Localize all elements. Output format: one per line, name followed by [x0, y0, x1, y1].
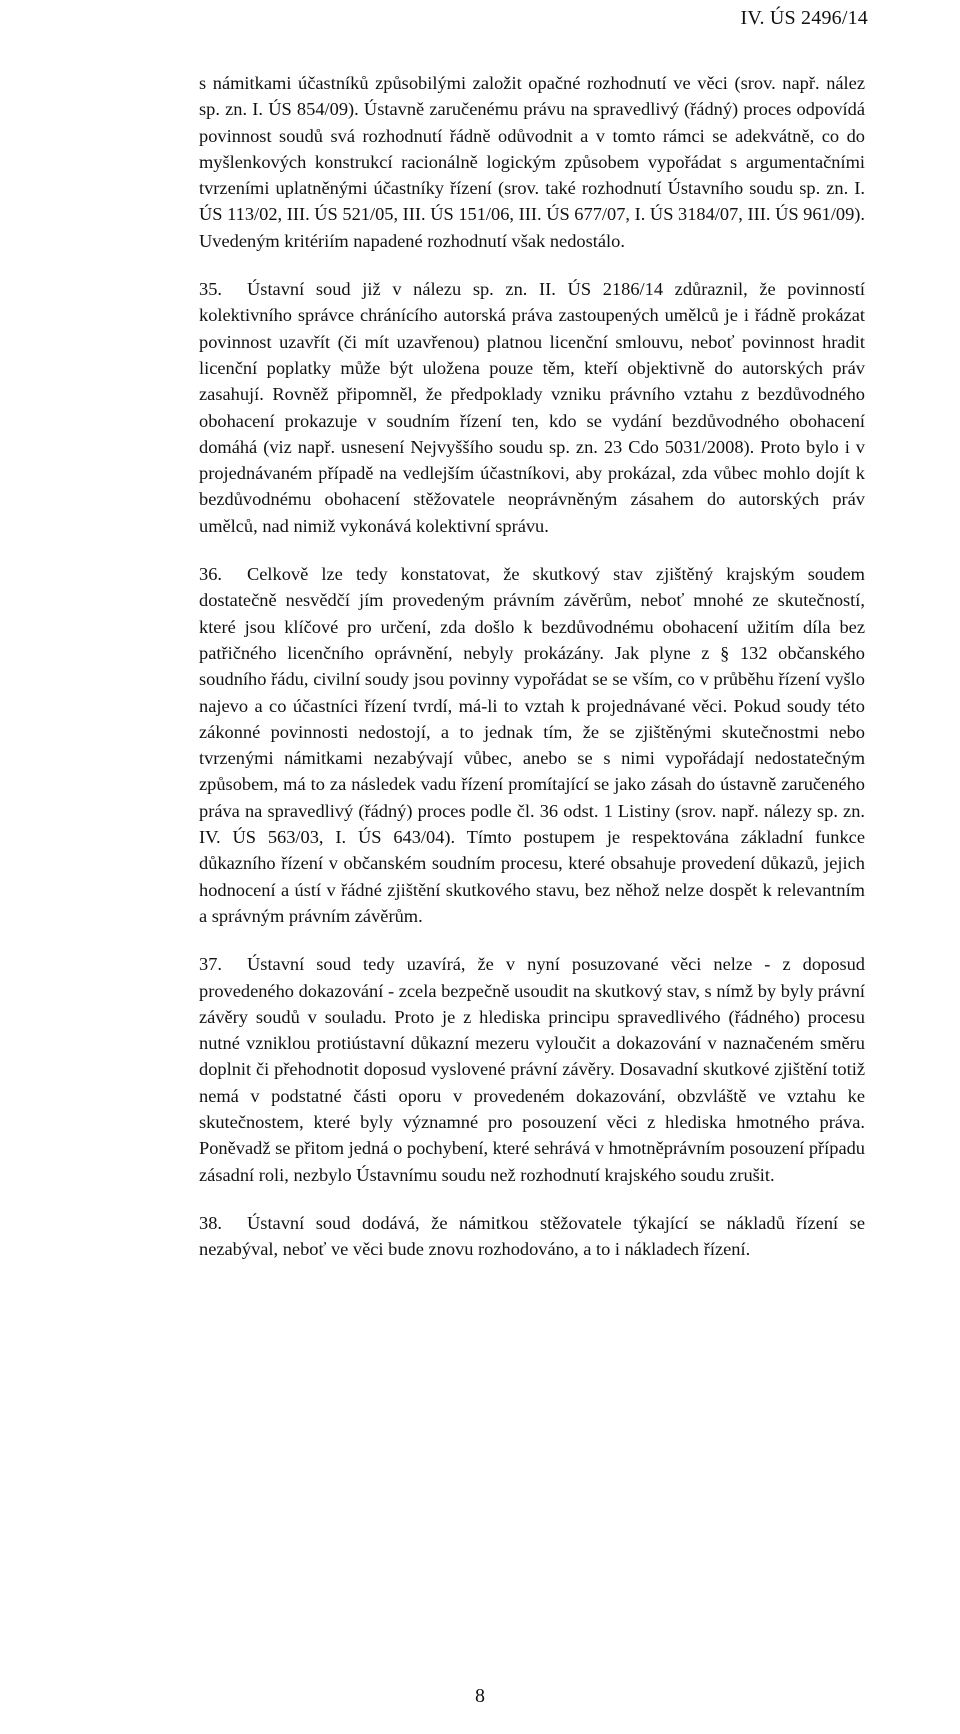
paragraph-number: 35.	[199, 279, 222, 300]
paragraph-38	[199, 1210, 865, 1263]
paragraph-36	[199, 561, 865, 929]
paragraph-text: s námitkami účastníků způsobilými založit opačné rozhodnutí ve věci (srov. např. nález sp. zn. I. ÚS 854/09). Ústavně zaručenému právu na spravedlivý (řádný) proces odpovídá povinnost soudů svá rozhodnutí řádně odůvodnit a v tomto rámci se adekvátně, co do myšlenkových konstrukcí racionálně logickým způsobem vypořádat s argumentačními tvrzeními uplatněnými účastníky řízení (srov. také rozhodnutí Ústavního soudu sp. zn. I. ÚS 113/02, III. ÚS 521/05, III. ÚS 151/06, III. ÚS 677/07, I. ÚS 3184/07, III. ÚS 961/09). Uvedeným kritériím napadené rozhodnutí však nedostálo.	[199, 73, 865, 251]
page-number: 8	[475, 1685, 485, 1707]
paragraph-continuation	[199, 70, 865, 254]
paragraph-37	[199, 951, 865, 1188]
case-reference-header: IV. ÚS 2496/14	[740, 7, 868, 29]
paragraph-35	[199, 276, 865, 539]
paragraph-text: Celkově lze tedy konstatovat, že skutkový stav zjištěný krajským soudem dostatečně nesvědčí jím provedeným právním závěrům, neboť mnohé ze skutečností, které jsou klíčové pro určení, zda došlo k bezdůvodnému obohacení užitím díla bez patřičného licenčního oprávnění, nebyly prokázány. Jak plyne z § 132 občanského soudního řádu, civilní soudy jsou povinny vypořádat se se vším, co v průběhu řízení vyšlo najevo a co účastníci řízení tvrdí, má-li to vztah k projednávané věci. Pokud soudy této zákonné povinnosti nedostojí, a to jednak tím, že se zjištěnými skutečnostmi nebo tvrzenými námitkami nezabývají vůbec, anebo se s nimi vypořádají nedostatečným způsobem, má to za následek vadu řízení promítající se jako zásah do ústavně zaručeného práva na spravedlivý (řádný) proces podle čl. 36 odst. 1 Listiny (srov. např. nálezy sp. zn. IV. ÚS 563/03, I. ÚS 643/04). Tímto postupem je respektována základní funkce důkazního řízení v občanském soudním procesu, které obsahuje provedení důkazů, jejich hodnocení a ústí v řádné zjištění skutkového stavu, bez něhož nelze dospět k relevantním a správným právním závěrům.	[199, 564, 865, 926]
paragraph-number: 36.	[199, 564, 222, 585]
paragraph-text: Ústavní soud dodává, že námitkou stěžovatele týkající se nákladů řízení se nezabýval, neboť ve věci bude znovu rozhodováno, a to i nákladech řízení.	[199, 1212, 865, 1260]
paragraph-text: Ústavní soud již v nálezu sp. zn. II. ÚS 2186/14 zdůraznil, že povinností kolektivního správce chránícího autorská práva zastoupených umělců je i řádně prokázat povinnost uzavřít (či mít uzavřenou) platnou licenční smlouvu, neboť povinnost hradit licenční poplatky může být uložena pouze těm, kteří objektivně do autorských práv zasahují. Rovněž připomněl, že předpoklady vzniku právního vztahu z bezdůvodného obohacení prokazuje v soudním řízení ten, kdo se vydání bezdůvodného obohacení domáhá (viz např. usnesení Nejvyššího soudu sp. zn. 23 Cdo 5031/2008). Proto bylo i v projednávaném případě na vedlejším účastníkovi, aby prokázal, zda vůbec mohlo dojít k bezdůvodnému obohacení stěžovatele neoprávněným zásahem do autorských práv umělců, nad nimiž vykonává kolektivní správu.	[199, 279, 865, 536]
paragraph-number: 37.	[199, 954, 222, 975]
paragraph-number: 38.	[199, 1212, 222, 1233]
paragraph-text: Ústavní soud tedy uzavírá, že v nyní posuzované věci nelze - z doposud provedeného dokazování - zcela bezpečně usoudit na skutkový stav, s nímž by byly právní závěry soudů v souladu. Proto je z hlediska principu spravedlivého (řádného) procesu nutné vzniklou protiústavní důkazní mezeru vyloučit a dokazování v naznačeném směru doplnit či přehodnotit doposud vyslovené právní závěry. Dosavadní skutkové zjištění totiž nemá v podstatné části oporu v provedeném dokazování, obzvláště ve vztahu ke skutečnostem, které byly významné pro posouzení věci z hlediska hmotného práva. Poněvadž se přitom jedná o pochybení, které sehrává v hmotněprávním posouzení případu zásadní roli, nezbylo Ústavnímu soudu než rozhodnutí krajského soudu zrušit.	[199, 954, 865, 1185]
document-body	[199, 70, 865, 1262]
